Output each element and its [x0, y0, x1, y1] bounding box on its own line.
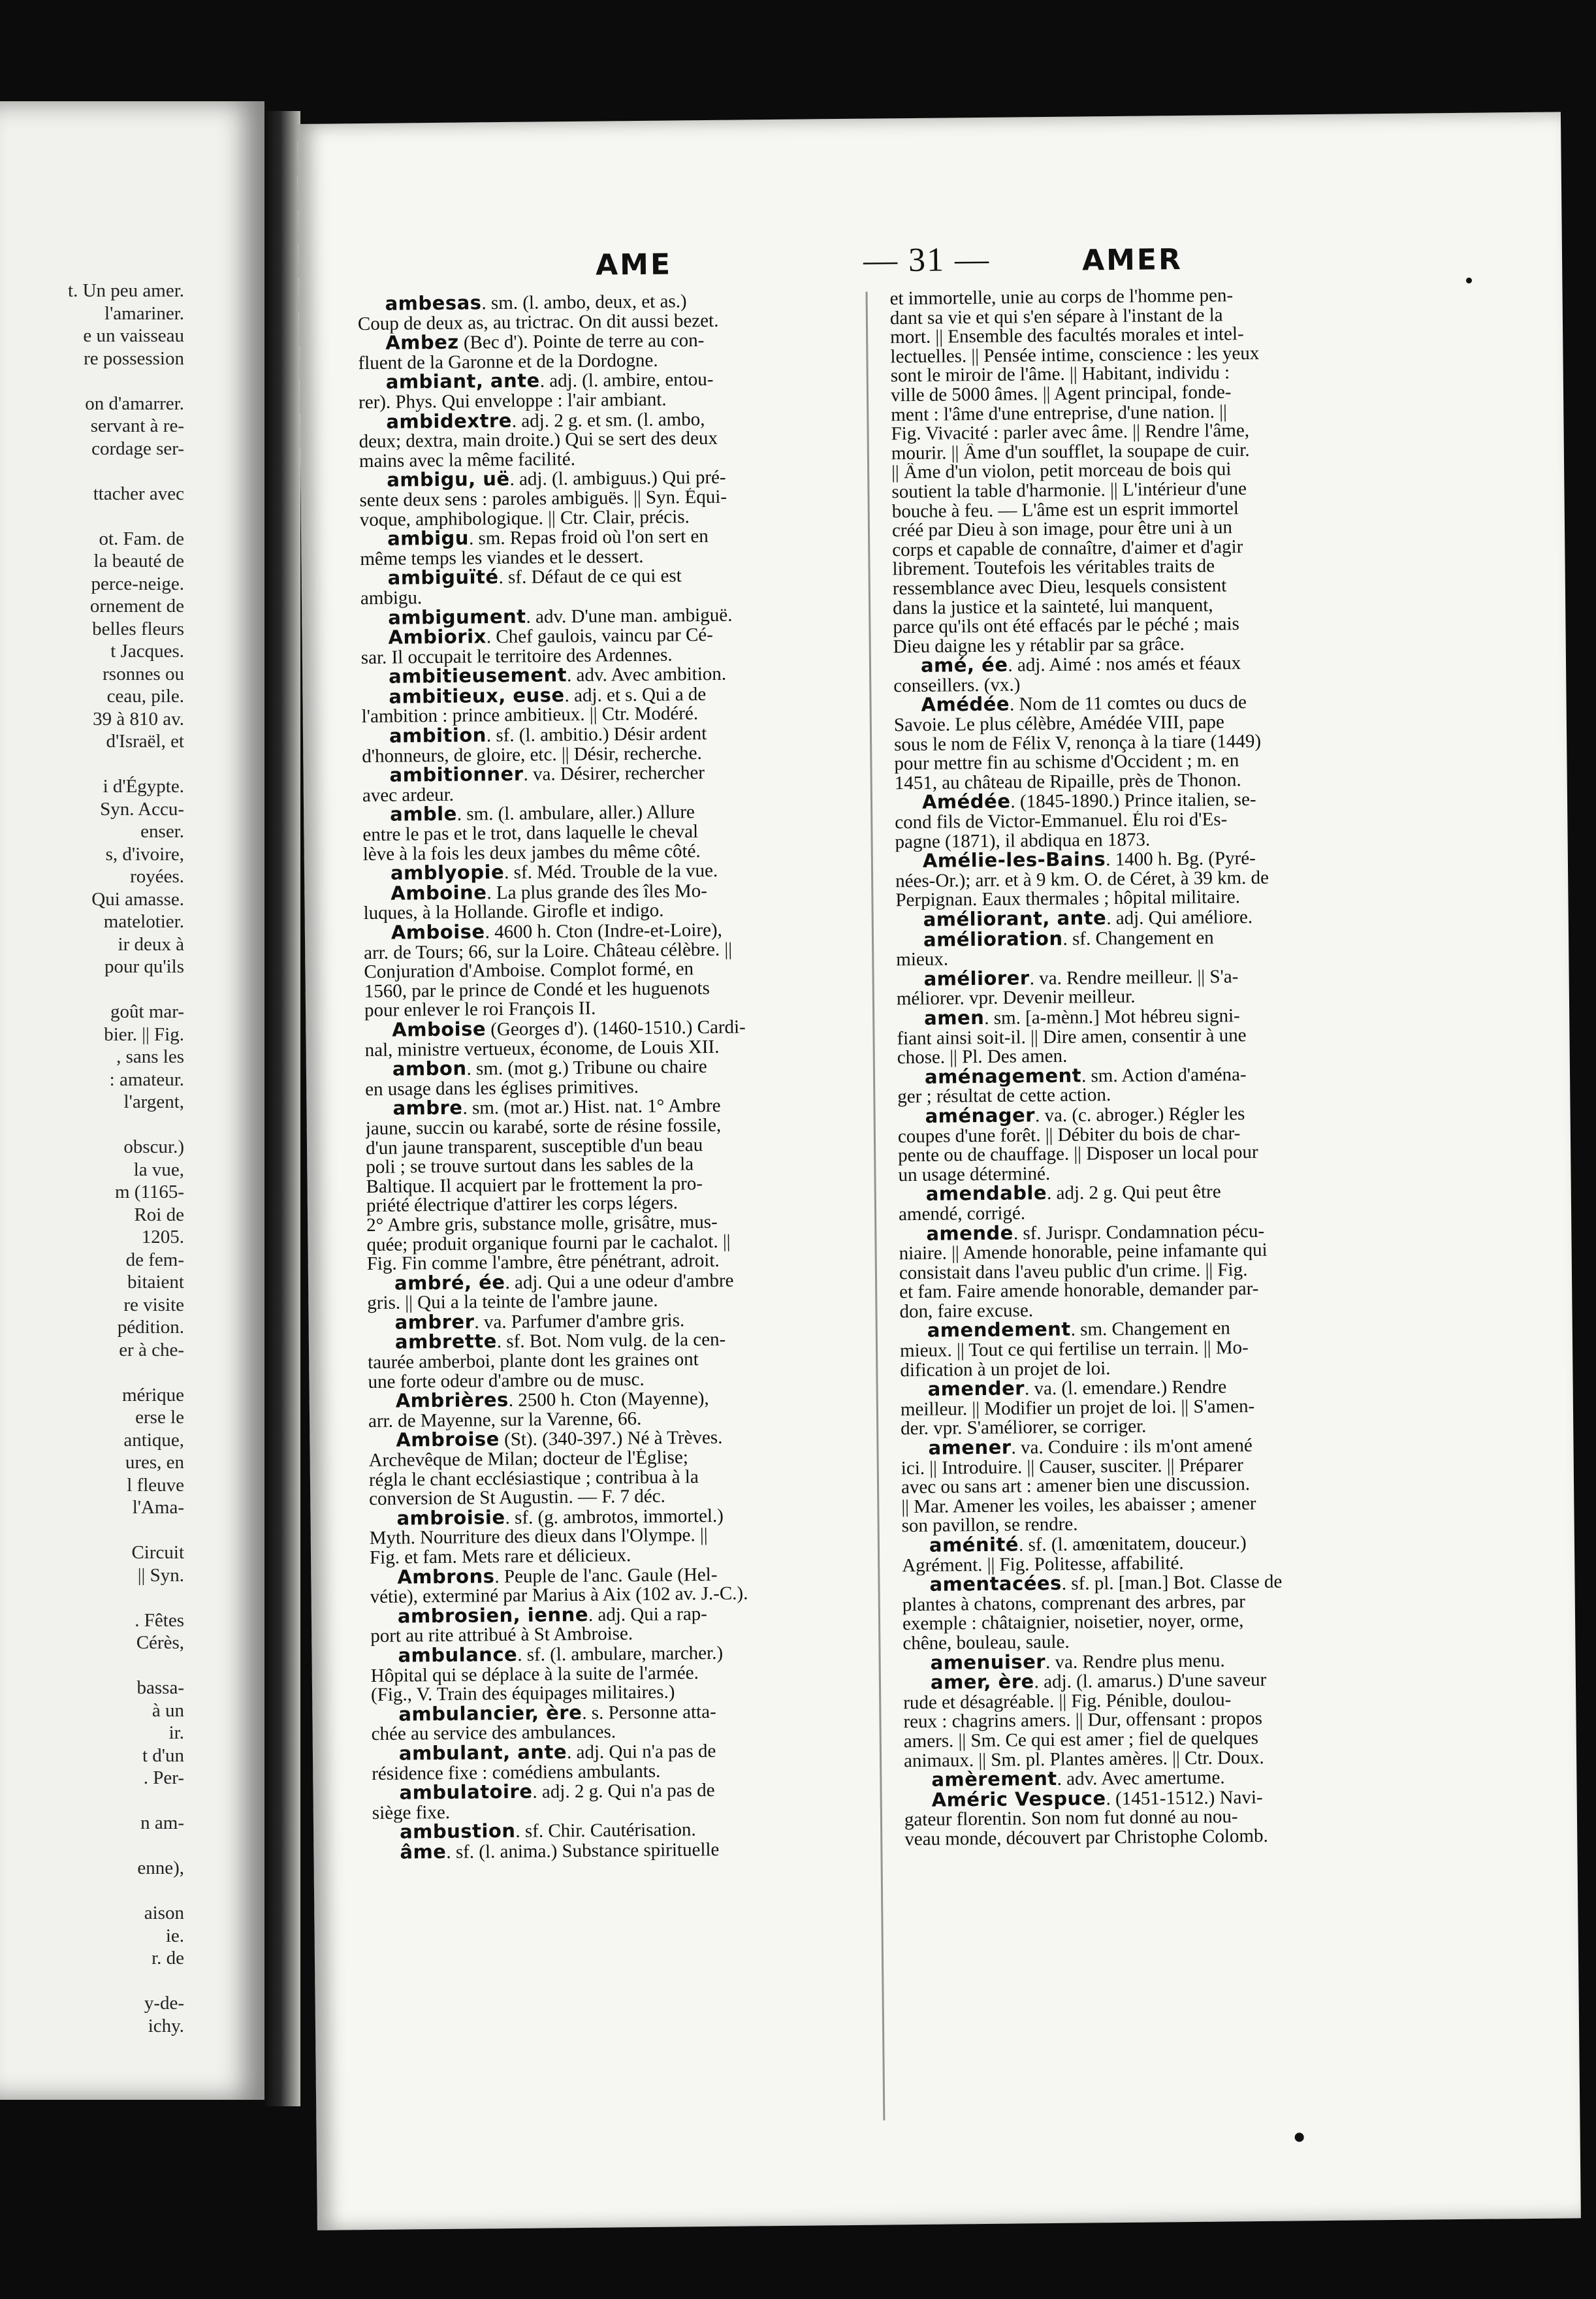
text-line	[904, 1825, 1401, 1850]
definition-text: Myth. Nourriture des dieux dans l'Olympe. ||	[369, 1524, 708, 1549]
fragment-line: de fem-	[125, 1249, 184, 1270]
headword: aménager	[925, 1104, 1036, 1127]
fragment-line: t Jacques.	[110, 641, 184, 662]
fragment-line: re visite	[123, 1294, 184, 1315]
definition-text: . adj. Qui n'a pas de	[566, 1740, 716, 1763]
definition-text: don, faire excuse.	[899, 1300, 1034, 1322]
headword: ambulatoire	[399, 1780, 533, 1804]
definition-text: régla le chant ecclésiastique ; contribua à la	[368, 1466, 699, 1490]
fragment-line: ornement de	[89, 596, 184, 617]
definition-text: cond fils de Victor-Emmanuel. Élu roi d'Es-	[895, 809, 1228, 833]
definition-text: chose. || Pl. Des amen.	[897, 1045, 1068, 1068]
headword: ambesas	[385, 291, 482, 315]
definition-text: en usage dans les églises primitives.	[365, 1076, 639, 1100]
definition-text: Fig. Fin comme l'ambre, être pénétrant, adroit.	[366, 1249, 720, 1274]
fragment-line: l'argent,	[123, 1091, 184, 1112]
definition-text: fluent de la Garonne et de la Dordogne.	[358, 349, 658, 374]
headword: amen	[924, 1006, 985, 1029]
headword: Ambroise	[396, 1428, 500, 1452]
fragment-line: . Fêtes	[135, 1609, 184, 1631]
definition-text: mieux. || Tout ce qui fertilise un terrain. || Mo-	[899, 1337, 1249, 1361]
definition-text: (Georges d'). (1460-1510.) Cardi-	[485, 1016, 746, 1040]
fragment-line: ot. Fam. de	[99, 528, 184, 549]
fragment-line: pour qu'ils	[104, 956, 184, 977]
definition-text: . sf. (l. anima.) Substance spirituelle	[446, 1839, 720, 1863]
headword: ambitieux, euse	[389, 683, 565, 708]
definition-text: . va. (l. emendare.) Rendre	[1024, 1376, 1227, 1400]
definition-text: consistait dans l'aveu public d'un crime. || Fig.	[899, 1259, 1248, 1283]
definition-text: fiant ainsi soit-il. || Dire amen, consentir à une	[897, 1024, 1247, 1049]
definition-text: sous le nom de Félix V, renonça à la tiare (1449)	[894, 730, 1262, 755]
headword: ambon	[392, 1057, 467, 1080]
headword: amendement	[927, 1318, 1071, 1342]
definition-text: || Mar. Amener les voiles, les abaisser ; amener	[901, 1492, 1256, 1517]
definition-text: . adj. 2 g. Qui peut être	[1046, 1181, 1221, 1204]
fragment-line: r. de	[152, 1948, 184, 1969]
definition-text: . adj. Aimé : nos amés et féaux	[1008, 652, 1241, 676]
headword: ambiguïté	[387, 566, 499, 590]
fragment-line: l'amariner.	[104, 302, 184, 324]
fragment-line: 39 à 810 av.	[93, 708, 184, 730]
definition-text: . (1451-1512.) Navi-	[1106, 1786, 1263, 1809]
definition-text: animaux. || Sm. pl. Plantes amères. || Ctr. Doux.	[903, 1746, 1264, 1771]
definition-text: . sf. (g. ambrotos, immortel.)	[505, 1505, 724, 1528]
definition-text: (St). (340-397.) Né à Trèves.	[499, 1427, 723, 1451]
definition-text: pour enlever le roi François II.	[364, 998, 596, 1021]
definition-text: . sf. (l. amœnitatem, douceur.)	[1018, 1532, 1247, 1556]
headword: amélioration	[923, 927, 1063, 951]
fragment-line: à un	[152, 1699, 184, 1721]
definition-text: Savoie. Le plus célèbre, Amédée VIII, pape	[893, 711, 1224, 735]
fragment-line: 1205.	[141, 1227, 184, 1247]
definition-text: une forte odeur d'ambre ou de musc.	[368, 1368, 645, 1392]
fragment-line: ceau, pile.	[106, 686, 184, 707]
definition-text: conversion de St Augustin. — F. 7 déc.	[369, 1485, 665, 1509]
definition-text: dans la justice et la sainteté, lui manquent,	[893, 594, 1213, 619]
running-head-left: AME	[595, 248, 673, 282]
fragment-line: belles fleurs	[92, 618, 184, 639]
definition-text: deux; dextra, main droite.) Qui se sert des deux	[359, 427, 718, 452]
ink-speck	[1466, 278, 1472, 283]
headword: ambigu, uë	[387, 468, 510, 492]
headword: ambulant, ante	[398, 1741, 567, 1765]
headword: ambrer	[394, 1310, 475, 1334]
definition-text: nées-Or.); arr. et à 9 km. O. de Céret, à 39 km. de	[895, 867, 1269, 892]
definition-text: bouche à feu. — L'âme est un esprit immortel	[891, 497, 1239, 522]
definition-text: méliorer. vpr. Devenir meilleur.	[896, 986, 1136, 1010]
fragment-line: royées.	[130, 866, 184, 887]
definition-text: . sf. Changement en	[1062, 927, 1214, 950]
fragment-line: goût mar-	[110, 1001, 184, 1022]
definition-text: . sf. Jurispr. Condamnation pécu-	[1013, 1220, 1265, 1244]
definition-text: même temps les viandes et le dessert.	[360, 545, 644, 570]
fragment-line: . Per-	[143, 1767, 184, 1788]
definition-text: . adv. D'une man. ambiguë.	[526, 604, 733, 628]
headword: ambitionner	[389, 762, 524, 786]
definition-text: amendé, corrigé.	[898, 1202, 1026, 1225]
fragment-line: la vue,	[133, 1159, 184, 1180]
definition-text: . adj. Qui a rap-	[588, 1603, 708, 1626]
fragment-line: enser.	[140, 821, 184, 842]
headword: Amboine	[391, 881, 487, 905]
definition-text: . (1845-1890.) Prince italien, se-	[1010, 789, 1256, 812]
definition-text: . va. Rendre plus menu.	[1045, 1650, 1225, 1673]
definition-text: entre le pas et le trot, dans laquelle le cheval	[362, 821, 699, 845]
fragment-line: bier. || Fig.	[104, 1023, 184, 1045]
definition-text: . va. Désirer, rechercher	[523, 762, 705, 785]
definition-text: gateur florentin. Son nom fut donné au nou-	[904, 1806, 1238, 1831]
fragment-line: antique,	[123, 1429, 184, 1451]
definition-text: . sm. (l. ambo, deux, et as.)	[481, 291, 687, 314]
definition-text: . va. Conduire : ils m'ont amené	[1011, 1435, 1253, 1458]
definition-text: Agrément. || Fig. Politesse, affabilité.	[902, 1552, 1184, 1576]
definition-text: et immortelle, unie au corps de l'homme pen-	[889, 285, 1234, 309]
definition-text: corps et capable de connaître, d'aimer et d'agir	[892, 536, 1243, 560]
definition-text: parce qu'ils ont été effacés par le péché ; mais	[893, 613, 1240, 637]
definition-text: poli ; se trouve surtout dans les sables de la	[366, 1153, 694, 1178]
headword: ambroisie	[396, 1505, 505, 1530]
fragment-line: ttacher avec	[93, 483, 184, 504]
definition-text: . va. Rendre meilleur. || S'a-	[1029, 966, 1239, 989]
fragment-line: pédition.	[117, 1317, 184, 1338]
definition-text: dification à un projet de loi.	[900, 1357, 1111, 1381]
definition-text: avec ou sans art : amener bien une discussion.	[901, 1473, 1251, 1498]
headword: ambidextre	[386, 409, 512, 433]
definition-text: . sf. Chir. Cautérisation.	[515, 1819, 696, 1842]
fragment-line: Roi de	[134, 1204, 184, 1225]
fragment-line: ir deux à	[118, 933, 184, 955]
fragment-line: perce-neige.	[91, 573, 184, 594]
definition-text: . sf. Méd. Trouble de la vue.	[504, 860, 718, 884]
definition-text: . 1400 h. Bg. (Pyré-	[1106, 848, 1256, 871]
headword: ambré, ée	[394, 1270, 505, 1294]
headword: amèrement	[931, 1767, 1057, 1791]
headword: Ambiorix	[388, 625, 487, 649]
definition-text: ambigu.	[360, 587, 423, 609]
definition-text: . sf. (l. ambitio.) Désir ardent	[486, 723, 707, 747]
ink-speck	[1295, 2132, 1304, 2142]
fragment-line: m (1165-	[114, 1182, 184, 1202]
headword: aménagement	[924, 1064, 1082, 1088]
headword: Amédée	[921, 790, 1011, 814]
definition-text: avec ardeur.	[362, 784, 455, 806]
definition-text: ville de 5000 âmes. || Agent principal, fonde-	[890, 381, 1232, 406]
definition-text: Hôpital qui se déplace à la suite de l'armée.	[370, 1662, 699, 1686]
headword: aménité	[929, 1533, 1019, 1556]
column-right	[889, 285, 1401, 1850]
definition-text: siège fixe.	[372, 1801, 451, 1824]
fragment-line: : amateur.	[109, 1069, 184, 1090]
definition-text: Perpignan. Eaux thermales ; hôpital militaire.	[895, 886, 1241, 911]
definition-text: sar. Il occupait le territoire des Ardennes.	[360, 644, 673, 668]
headword: amer, ère	[930, 1670, 1034, 1694]
headword: ambrosien, ienne	[397, 1603, 589, 1628]
fragment-line: t. Un peu amer.	[68, 280, 184, 301]
fragment-line: enne),	[137, 1857, 184, 1878]
definition-text: plantes à chatons, comprenant des arbres, par	[902, 1590, 1245, 1615]
definition-text: . s. Personne atta-	[582, 1701, 716, 1724]
definition-text: mains avec la même facilité.	[359, 448, 576, 472]
definition-text: . adj. (l. amarus.) D'une saveur	[1034, 1669, 1267, 1693]
running-head-right: AMER	[1081, 242, 1183, 278]
headword: ambigu	[387, 526, 470, 550]
definition-text: rude et désagréable. || Fig. Pénible, doulou-	[903, 1689, 1232, 1713]
definition-text: résidence fixe : comédiens ambulants.	[372, 1760, 661, 1784]
definition-text: amers. || Sm. Ce qui est amer ; fiel de quelques	[903, 1727, 1259, 1752]
fragment-line: t d'un	[142, 1744, 184, 1766]
definition-text: reux : chagrins amers. || Dur, offensant : propos	[903, 1708, 1263, 1733]
definition-text: chêne, bouleau, saule.	[902, 1631, 1070, 1654]
definition-text: . adj. et s. Qui a de	[564, 683, 707, 706]
definition-text: lectuelles. || Pensée intime, conscience : les yeux	[890, 342, 1260, 367]
headword: Ambrières	[395, 1389, 509, 1412]
definition-text: vétie), exterminé par Marius à Aix (102 av. J.-C.).	[370, 1583, 748, 1607]
headword: amé, ée	[920, 653, 1008, 677]
headword: ambulance	[398, 1643, 518, 1667]
previous-page-fragment	[0, 101, 264, 2100]
definition-text: (Bec d'). Pointe de terre au con-	[458, 330, 705, 353]
definition-text: créé par Dieu à son image, pour être uni à un	[891, 517, 1233, 541]
definition-text: gris. || Qui a la teinte de l'ambre jaune.	[367, 1290, 658, 1313]
definition-text: et fam. Faire amende honorable, demander par-	[899, 1278, 1259, 1303]
definition-text: conseillers. (vx.)	[893, 674, 1021, 696]
headword: amenuiser	[930, 1650, 1046, 1674]
fragment-line: aison	[144, 1903, 184, 1923]
definition-text: lève à la fois les deux jambes du même côté.	[362, 840, 701, 865]
definition-text: l'ambition : prince ambitieux. || Ctr. Modéré.	[361, 703, 699, 728]
fragment-line: la beauté de	[93, 551, 184, 571]
headword: Amboise	[391, 920, 485, 944]
definition-text: . La plus grande des îles Mo-	[487, 880, 708, 904]
fragment-line: y-de-	[144, 1993, 184, 2014]
definition-text: . sm. (l. ambulare, aller.) Allure	[456, 801, 695, 826]
fragment-line: servant à re-	[90, 415, 184, 436]
definition-text: . sm. Repas froid où l'on sert en	[468, 526, 709, 549]
definition-text: Archevêque de Milan; docteur de l'Église;	[368, 1447, 688, 1471]
definition-text: niaire. || Amende honorable, peine infamante qui	[899, 1240, 1268, 1264]
definition-text: . adj. Qui améliore.	[1106, 907, 1253, 929]
definition-text: . Chef gaulois, vaincu par Cé-	[486, 624, 714, 648]
definition-text: pour mettre fin au schisme d'Occident ; m. en	[894, 750, 1239, 775]
fragment-line: rsonnes ou	[103, 663, 184, 684]
definition-text: . sm. Changement en	[1070, 1317, 1230, 1341]
definition-text: jaune, succin ou karabé, sorte de résine fossile,	[365, 1114, 722, 1139]
fragment-line: on d'amarrer.	[85, 393, 184, 414]
headword: Amélie-les-Bains	[922, 848, 1106, 873]
headword: amendable	[925, 1182, 1047, 1206]
definition-text: ressemblance avec Dieu, lesquels consistent	[892, 575, 1227, 599]
fragment-line: d'Israël, et	[106, 731, 184, 752]
definition-text: son pavillon, se rendre.	[901, 1514, 1078, 1537]
headword: Amboise	[392, 1018, 487, 1041]
definition-text: . sf. (l. ambulare, marcher.)	[517, 1642, 724, 1665]
definition-text: (Fig., V. Train des équipages militaires.)	[370, 1681, 675, 1705]
definition-text: librement. Toutefois les véritables traits de	[892, 555, 1215, 580]
fragment-line: n am-	[140, 1812, 184, 1833]
dictionary-page	[297, 112, 1581, 2230]
fragment-line: ures, en	[125, 1452, 184, 1473]
definition-text: quée; produit organique fourni par le cachalot. ||	[366, 1230, 731, 1255]
headword: âme	[400, 1840, 447, 1863]
definition-text: veau monde, découvert par Christophe Colomb.	[904, 1825, 1268, 1850]
headword: amender	[927, 1377, 1025, 1401]
headword: ambre	[392, 1096, 463, 1120]
definition-text: . adj. 2 g. et sm. (l. ambo,	[511, 408, 705, 432]
column-left	[358, 290, 869, 1863]
entry-line	[372, 1839, 869, 1863]
fragment-line: ichy.	[148, 2015, 184, 2036]
definition-text: port au rite attribué à St Ambroise.	[370, 1623, 633, 1647]
definition-text: un usage déterminé.	[898, 1163, 1051, 1185]
definition-text: . 4600 h. Cton (Indre-et-Loire),	[485, 919, 722, 943]
definition-text: voque, amphibologique. || Ctr. Clair, précis.	[359, 506, 690, 530]
fragment-line: l fleuve	[127, 1474, 184, 1496]
headword: Ambrons	[397, 1564, 495, 1588]
headword: ambigument	[388, 605, 526, 629]
definition-text: Coup de deux as, au trictrac. On dit aussi bezet.	[357, 310, 719, 334]
definition-text: exemple : châtaignier, noisetier, noyer, orme,	[902, 1610, 1244, 1635]
definition-text: . adj. 2 g. Qui n'a pas de	[532, 1780, 715, 1803]
fragment-line: l'Ama-	[132, 1497, 184, 1518]
definition-text: . Nom de 11 comtes ou ducs de	[1009, 692, 1247, 716]
definition-text: priété électrique d'attirer les corps légers.	[366, 1192, 678, 1216]
definition-text: Conjuration d'Amboise. Complot formé, en	[364, 958, 694, 982]
definition-text: pagne (1871), il abdiqua en 1873.	[895, 829, 1151, 852]
headword: amblyopie	[390, 861, 505, 884]
definition-text: d'honneurs, de gloire, etc. || Désir, recherche.	[362, 742, 702, 767]
definition-text: . sf. Défaut de ce qui est	[498, 565, 682, 588]
definition-text: mort. || Ensemble des facultés morales et intel-	[890, 323, 1244, 348]
definition-text: . sm. (mot g.) Tribune ou chaire	[466, 1056, 707, 1080]
definition-text: . adj. (l. ambire, entou-	[539, 369, 714, 392]
fragment-line: || Syn.	[137, 1564, 184, 1586]
fragment-line: Syn. Accu-	[100, 798, 184, 820]
fragment-line: bassa-	[136, 1677, 184, 1698]
definition-text: luques, à la Hollande. Girofle et indigo.	[363, 900, 664, 924]
fragment-line: cordage ser-	[91, 438, 184, 459]
definition-text: ment : l'âme d'une entreprise, d'une nation. ||	[891, 400, 1227, 425]
definition-text: . adv. Avec ambition.	[566, 664, 727, 686]
definition-text: || Âme d'un violon, petit morceau de bois qui	[891, 458, 1232, 483]
fragment-line: ir.	[168, 1722, 184, 1743]
headword: Ambez	[385, 330, 459, 354]
headword: ambrette	[394, 1330, 497, 1354]
definition-text: . va. Parfumer d'ambre gris.	[474, 1310, 685, 1333]
fragment-line: Qui amasse.	[91, 888, 184, 910]
headword: améliorer	[923, 967, 1030, 990]
definition-text: . va. (c. abroger.) Régler les	[1034, 1103, 1245, 1127]
headword: ambulancier, ère	[398, 1701, 583, 1726]
fragment-line: obscur.)	[123, 1136, 184, 1157]
definition-text: dant sa vie et qui s'en sépare à l'instant de la	[889, 304, 1223, 329]
fragment-line: mérique	[121, 1384, 184, 1406]
definition-text: pente ou de chauffage. || Disposer un local pour	[898, 1142, 1258, 1166]
definition-text: sont le miroir de l'âme. || Habitant, individu :	[890, 362, 1230, 387]
definition-text: ger ; résultat de cette action.	[897, 1084, 1111, 1108]
definition-text: mourir. || Âme d'un soufflet, la soupape de cuir.	[891, 439, 1250, 464]
page-number: — 31 —	[863, 240, 991, 280]
definition-text: . 2500 h. Cton (Mayenne),	[508, 1388, 709, 1411]
headword: ambition	[389, 724, 487, 747]
definition-text: 2° Ambre gris, substance molle, grisâtre, mus-	[366, 1211, 718, 1236]
definition-text: soutient la table d'harmonie. || L'intérieur d'une	[891, 478, 1247, 502]
headword: améliorant, ante	[923, 907, 1107, 931]
definition-text: Dieu daigne les y rétablir par sa grâce.	[893, 633, 1185, 657]
definition-text: . Peuple de l'anc. Gaule (Hel-	[494, 1564, 718, 1587]
definition-text: . adv. Avec amertume.	[1057, 1767, 1225, 1790]
headword: Améric Vespuce	[931, 1786, 1106, 1811]
headword: amener	[928, 1436, 1012, 1459]
definition-text: taurée amberboi, plante dont les graines ont	[368, 1349, 699, 1373]
definition-text: d'un jaune transparent, susceptible d'un beau	[365, 1134, 703, 1159]
definition-text: arr. de Tours; 66, sur la Loire. Château célèbre. ||	[364, 939, 733, 963]
fragment-line: ie.	[165, 1925, 184, 1946]
definition-text: Fig. et fam. Mets rare et délicieux.	[369, 1545, 631, 1568]
definition-text: Baltique. Il acquiert par le frottement la pro-	[366, 1172, 703, 1197]
definition-text: . sf. Bot. Nom vulg. de la cen-	[496, 1329, 726, 1353]
definition-text: Fig. Vivacité : parler avec âme. || Rendre l'âme,	[891, 420, 1250, 445]
definition-text: . sm. Action d'aména-	[1081, 1063, 1247, 1087]
definition-text: . adj. Qui a une odeur d'ambre	[505, 1270, 734, 1293]
fragment-line: er à che-	[119, 1339, 184, 1360]
fragment-line: Cérès,	[136, 1632, 184, 1653]
fragment-line: matelotier.	[103, 911, 184, 932]
fragment-line: erse le	[135, 1407, 184, 1428]
definition-text: . sm. (mot ar.) Hist. nat. 1° Ambre	[462, 1095, 721, 1119]
definition-text: rer). Phys. Qui enveloppe : l'air ambiant.	[358, 389, 667, 413]
fragment-line: i d'Égypte.	[103, 776, 184, 797]
definition-text: nal, ministre vertueux, économe, de Louis XII.	[364, 1036, 720, 1061]
definition-text: 1451, au château de Ripaille, près de Thonon.	[894, 769, 1241, 794]
headword: ambitieusement	[388, 664, 567, 688]
definition-text: . sm. [a-mènn.] Mot hébreu signi-	[984, 1005, 1240, 1029]
definition-text: sente deux sens : paroles ambiguës. || Syn. Équi-	[359, 486, 727, 511]
definition-text: 1560, par le prince de Condé et les huguenots	[364, 977, 710, 1002]
fragment-line: e un vaisseau	[83, 325, 184, 346]
headword: Amédée	[921, 693, 1010, 716]
book-gutter	[264, 111, 300, 2106]
headword: amble	[389, 803, 457, 826]
fragment-line: bitaient	[127, 1272, 184, 1293]
fragment-line: re possession	[84, 347, 184, 369]
fragment-line: , sans les	[116, 1046, 184, 1067]
headword: amende	[926, 1221, 1014, 1245]
fragment-line: s, d'ivoire,	[105, 843, 184, 865]
fragment-line: Circuit	[131, 1542, 184, 1563]
definition-text: . sf. pl. [man.] Bot. Classe de	[1061, 1571, 1283, 1595]
headword: ambiant, ante	[385, 369, 540, 394]
definition-text: . adj. (l. ambiguus.) Qui pré-	[509, 467, 726, 490]
definition-text: coupes d'une forêt. || Débiter du bois de char-	[897, 1122, 1241, 1147]
headword: amentacées	[929, 1572, 1062, 1596]
definition-text: arr. de Mayenne, sur la Varenne, 66.	[368, 1407, 642, 1432]
definition-text: mieux.	[896, 948, 949, 971]
definition-text: meilleur. || Modifier un projet de loi. || S'amen-	[900, 1395, 1255, 1420]
definition-text: ici. || Introduire. || Causer, susciter. || Préparer	[901, 1454, 1244, 1479]
definition-text: der. vpr. S'améliorer, se corriger.	[901, 1416, 1147, 1439]
definition-text: chée au service des ambulances.	[371, 1721, 616, 1744]
headword: ambustion	[399, 1820, 516, 1843]
